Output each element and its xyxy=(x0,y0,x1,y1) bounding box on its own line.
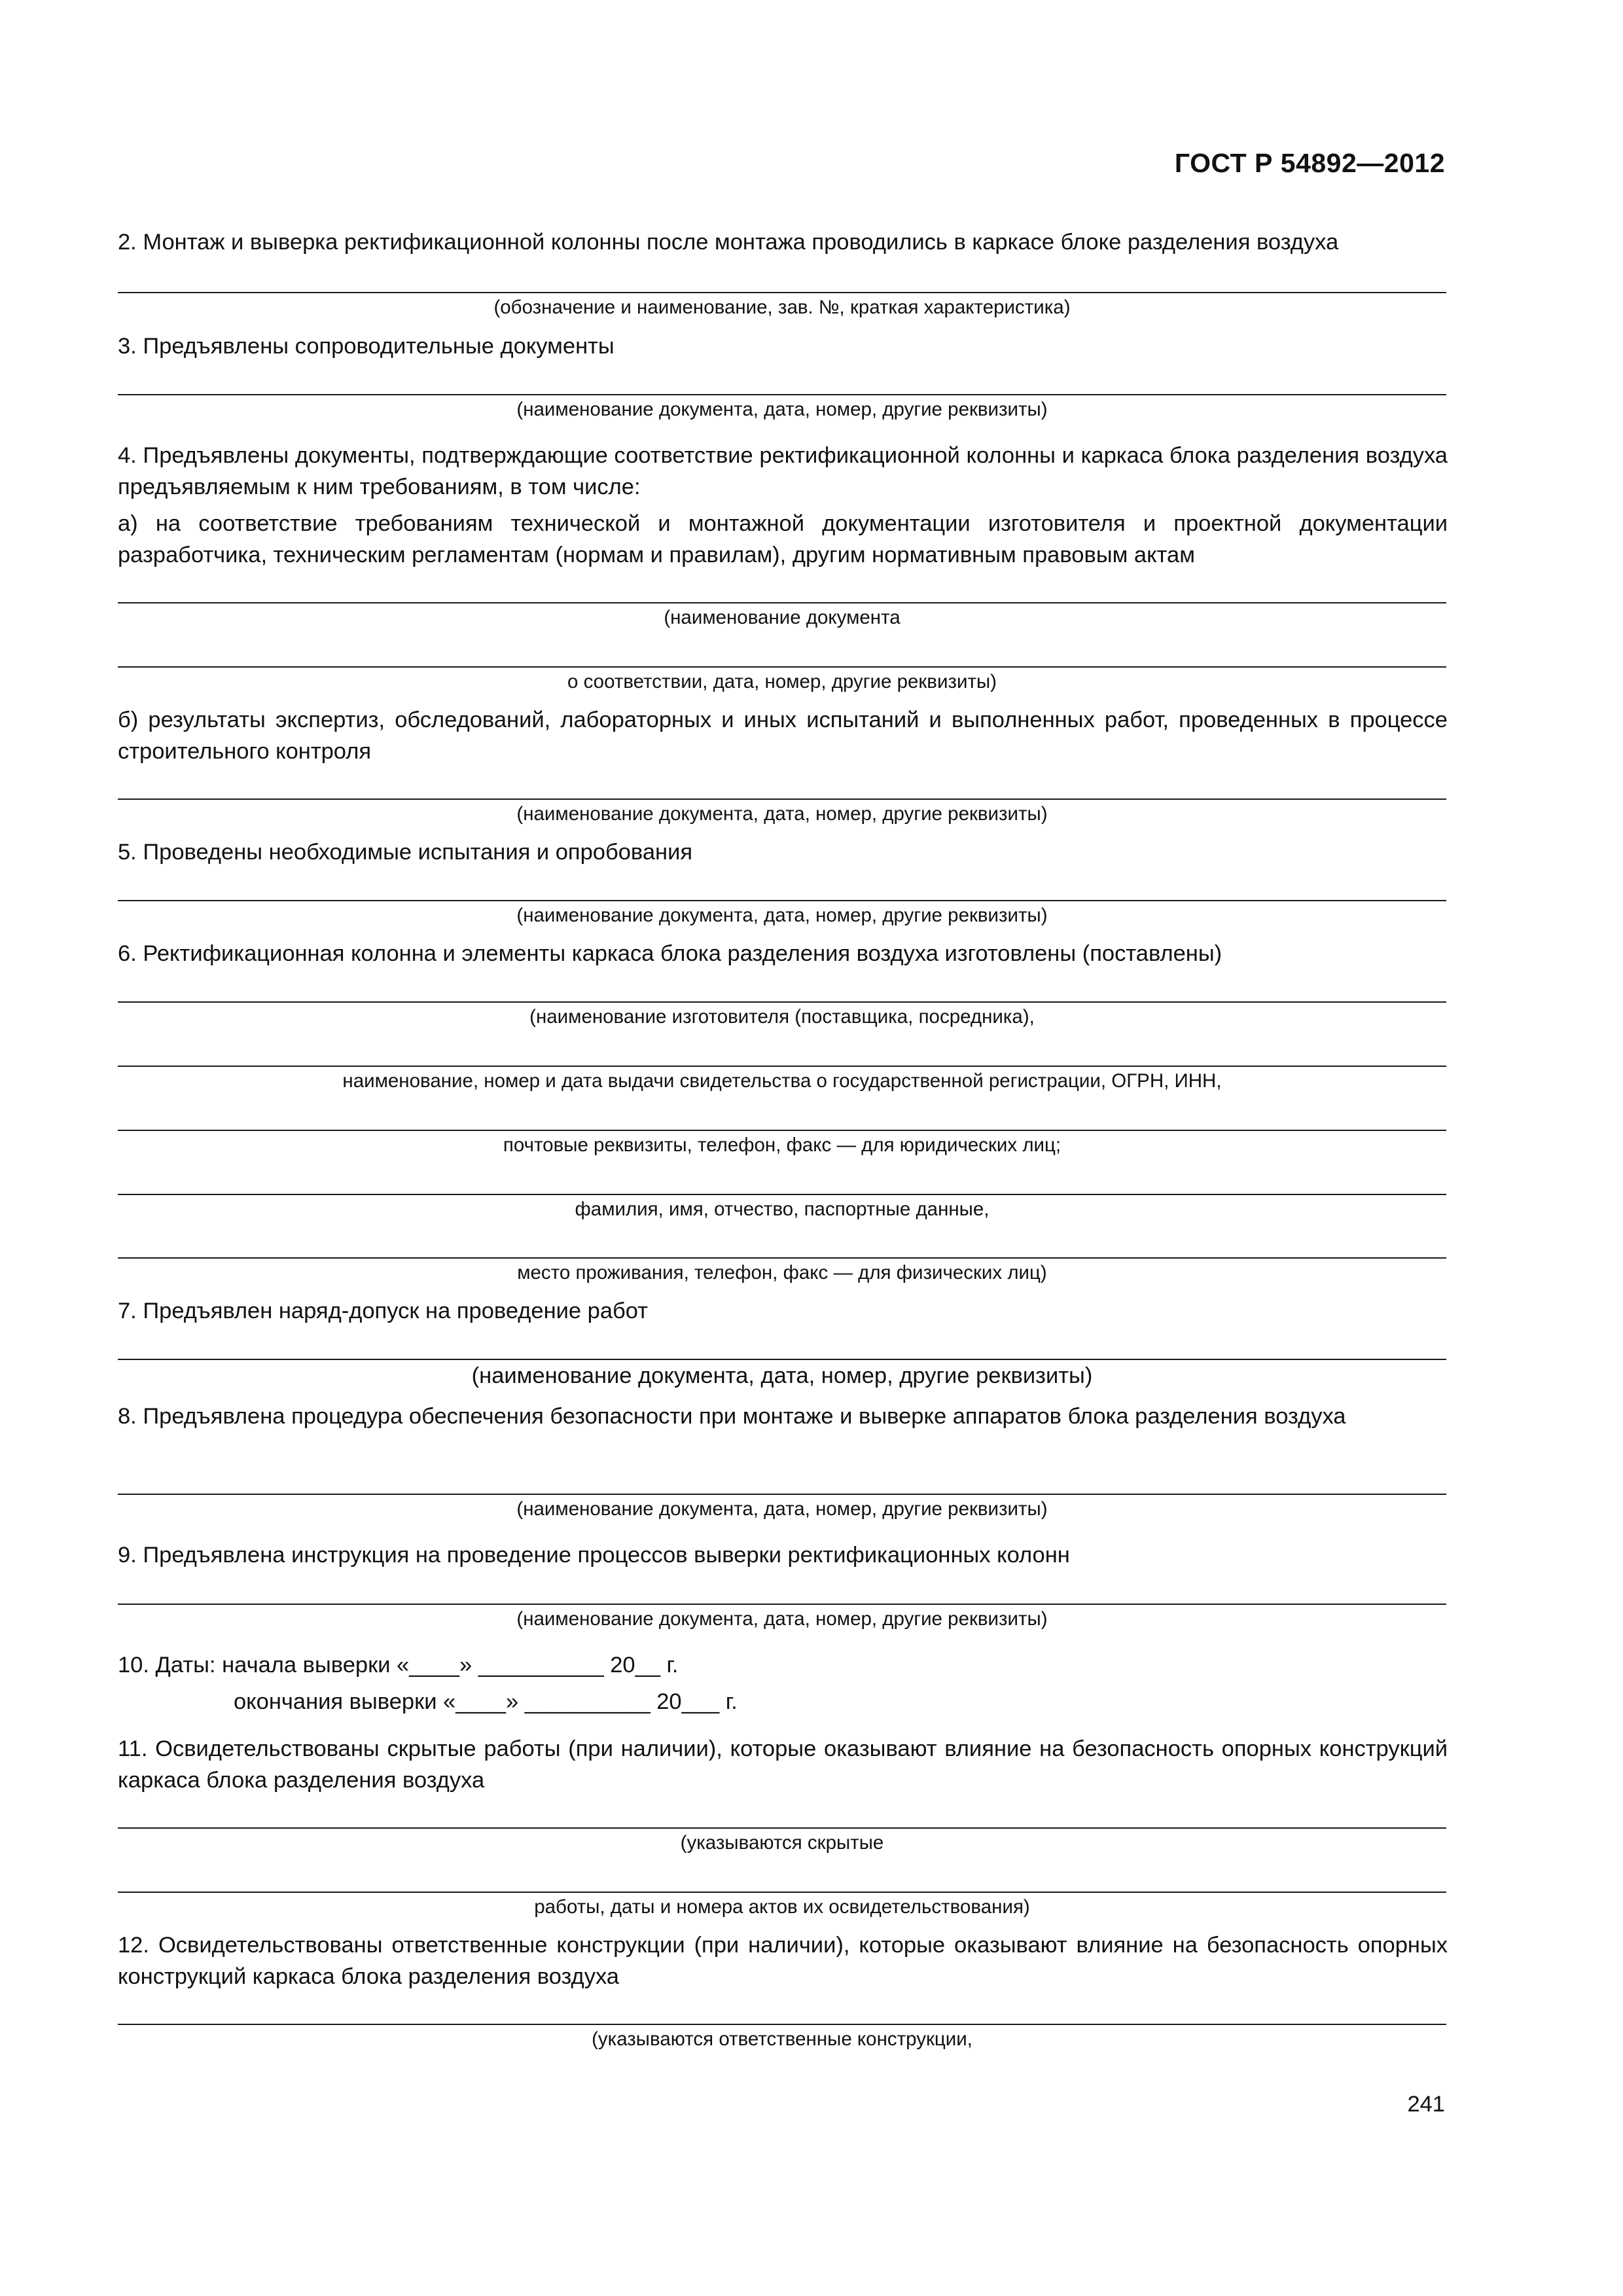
item-6-caption-2: наименование, номер и дата выдачи свидетельства о государственной регистрации, ОГРН, ИНН, xyxy=(342,1070,1222,1092)
fill-line-7 xyxy=(118,1359,1446,1360)
item-11-caption-1: (указываются скрытые xyxy=(680,1832,884,1854)
fill-line-5 xyxy=(118,900,1446,901)
fill-line-9 xyxy=(118,1604,1446,1605)
item-7-caption: (наименование документа, дата, номер, другие реквизиты) xyxy=(471,1363,1093,1388)
fill-line-6-5 xyxy=(118,1257,1446,1259)
fill-line-8 xyxy=(118,1494,1446,1495)
item-8-text: 8. Предъявлена процедура обеспечения безопасности при монтаже и выверке аппаратов блока разделения воздуха xyxy=(118,1404,1346,1429)
fill-line-11-1 xyxy=(118,1827,1446,1829)
fill-line-12 xyxy=(118,2024,1446,2025)
fill-line-6-2 xyxy=(118,1066,1446,1067)
item-6-caption-5: место проживания, телефон, факс — для физических лиц) xyxy=(517,1262,1047,1283)
item-6-text: 6. Ректификационная колонна и элементы каркаса блока разделения воздуха изготовлены (поставлены) xyxy=(118,941,1222,966)
fill-line-4b xyxy=(118,798,1446,800)
item-10-end-date: окончания выверки «____» __________ 20___ г. xyxy=(234,1689,738,1714)
fill-line-3 xyxy=(118,394,1446,395)
fill-line-2 xyxy=(118,292,1446,293)
fill-line-6-3 xyxy=(118,1130,1446,1131)
item-4a-text: а) на соответствие требованиям технической и монтажной документации изготовителя и проектной документации разработчика, техническим регламентам (нормам и правилам), другим нормативным правовым актам xyxy=(118,511,1448,567)
page-number: 241 xyxy=(1407,2092,1445,2117)
item-6-caption-4: фамилия, имя, отчество, паспортные данные, xyxy=(575,1198,990,1220)
item-11-text: 11. Освидетельствованы скрытые работы (при наличии), которые оказывают влияние на безопасность опорных конструкций каркаса блока разделения воздуха xyxy=(118,1736,1448,1793)
item-2-caption: (обозначение и наименование, зав. №, краткая характеристика) xyxy=(493,296,1071,318)
item-6-caption-1: (наименование изготовителя (поставщика, посредника), xyxy=(529,1006,1035,1028)
item-4b-caption: (наименование документа, дата, номер, другие реквизиты) xyxy=(516,803,1048,825)
item-10-start-date: 10. Даты: начала выверки «____» __________ 20__ г. xyxy=(118,1653,679,1677)
item-4a-caption-2: о соответствии, дата, номер, другие реквизиты) xyxy=(567,671,997,692)
item-3-caption: (наименование документа, дата, номер, другие реквизиты) xyxy=(516,399,1048,420)
item-5-caption: (наименование документа, дата, номер, другие реквизиты) xyxy=(516,905,1048,926)
item-4-text: 4. Предъявлены документы, подтверждающие соответствие ректификационной колонны и каркаса блока разделения воздуха предъявляемым к ним требованиям, в том числе: xyxy=(118,443,1448,499)
item-8-caption: (наименование документа, дата, номер, другие реквизиты) xyxy=(516,1498,1048,1520)
item-12-caption: (указываются ответственные конструкции, xyxy=(592,2028,972,2050)
fill-line-4a-1 xyxy=(118,602,1446,603)
fill-line-6-1 xyxy=(118,1001,1446,1003)
fill-line-4a-2 xyxy=(118,666,1446,668)
item-9-text: 9. Предъявлена инструкция на проведение процессов выверки ректификационных колонн xyxy=(118,1543,1070,1568)
fill-line-11-2 xyxy=(118,1892,1446,1893)
item-4a-caption-1: (наименование документа xyxy=(664,607,901,628)
item-9-caption: (наименование документа, дата, номер, другие реквизиты) xyxy=(516,1608,1048,1630)
fill-line-6-4 xyxy=(118,1194,1446,1195)
item-4b-text: б) результаты экспертиз, обследований, лабораторных и иных испытаний и выполненных работ, проведенных в процессе строительного контроля xyxy=(118,708,1448,764)
document-number: ГОСТ Р 54892—2012 xyxy=(1174,148,1445,178)
item-5-text: 5. Проведены необходимые испытания и опробования xyxy=(118,840,693,865)
item-7-text: 7. Предъявлен наряд-допуск на проведение работ xyxy=(118,1299,649,1323)
item-3-text: 3. Предъявлены сопроводительные документы xyxy=(118,334,615,359)
item-11-caption-2: работы, даты и номера актов их освидетельствования) xyxy=(534,1896,1030,1918)
item-12-text: 12. Освидетельствованы ответственные конструкции (при наличии), которые оказывают влияние на безопасность опорных конструкций каркаса блока разделения воздуха xyxy=(118,1933,1448,1989)
item-2-text: 2. Монтаж и выверка ректификационной колонны после монтажа проводились в каркасе блоке разделения воздуха xyxy=(118,230,1339,255)
item-6-caption-3: почтовые реквизиты, телефон, факс — для юридических лиц; xyxy=(503,1134,1061,1156)
